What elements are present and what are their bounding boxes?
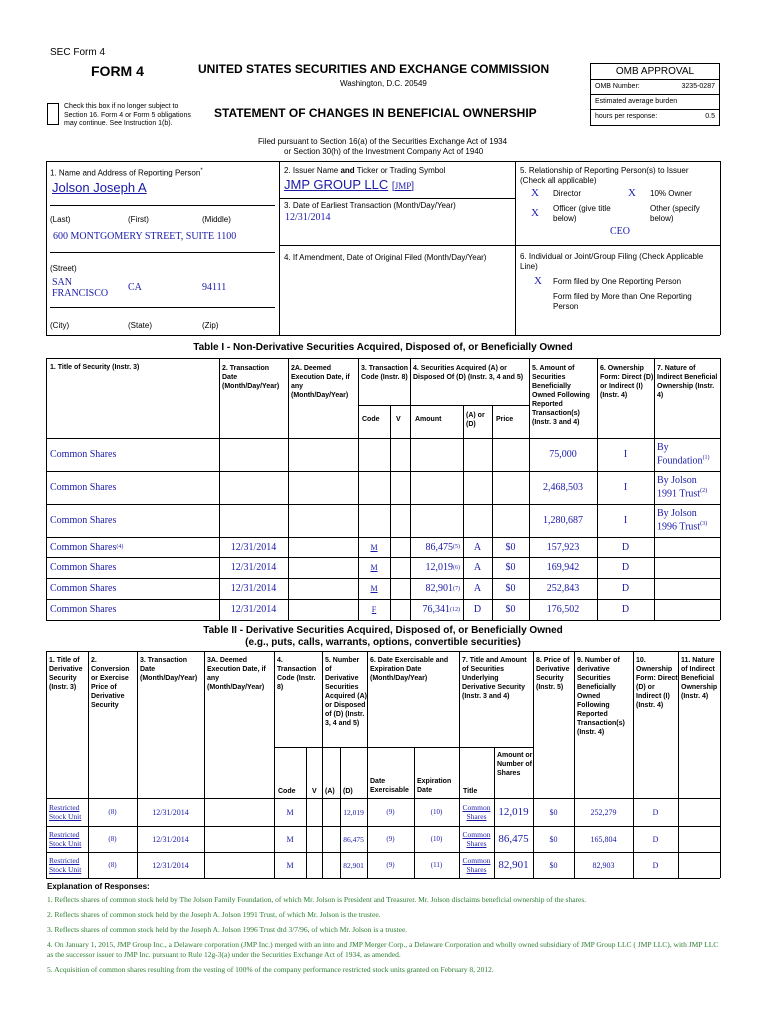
t2-row-code: M bbox=[286, 807, 294, 817]
t2-h-date: 3. Transaction Date (Month/Day/Year) bbox=[140, 657, 198, 682]
t2-row-conv[interactable]: (8) bbox=[108, 807, 117, 816]
t1-row-ad bbox=[463, 438, 492, 471]
earliest-transaction-date: 12/31/2014 bbox=[285, 212, 331, 223]
t1-row-amount: 82,901 (7) bbox=[425, 583, 460, 594]
t2-row-exp[interactable]: (10) bbox=[430, 807, 443, 816]
director-label: Director bbox=[553, 189, 582, 198]
t1-h-owned: 5. Amount of Securities Beneficially Owned Following Reported Transaction(s) (Instr. 3 and 4) bbox=[532, 365, 590, 426]
t2-row-owned: 82,903 bbox=[592, 860, 615, 870]
t1-row-ad: A bbox=[473, 562, 482, 573]
footnote-ref[interactable]: (12) bbox=[450, 606, 460, 613]
t1-row-owned: 2,468,503 bbox=[543, 482, 583, 493]
t1-row-title[interactable]: Common Shares bbox=[50, 604, 117, 615]
t2-row-title[interactable]: Restricted Stock Unit bbox=[49, 803, 82, 821]
t1-row-form: I bbox=[623, 482, 628, 493]
footnote-ref[interactable]: (4) bbox=[116, 544, 124, 550]
t1-row-form: D bbox=[621, 583, 630, 594]
t1-row-nature: By Jolson 1996 Trust$^{(3)}$ bbox=[657, 508, 708, 533]
t1-row-ad: A bbox=[473, 541, 482, 553]
commission-location: Washington, D.C. 20549 bbox=[340, 79, 427, 88]
t1-row-code: F bbox=[371, 605, 377, 614]
t1-row-nature: By Foundation$^{(1)}$ bbox=[657, 442, 710, 467]
t1-row-date bbox=[219, 471, 288, 504]
table2-subtitle: (e.g., puts, calls, warrants, options, convertible securities) bbox=[245, 637, 521, 648]
t2-row-owned: 252,279 bbox=[590, 807, 617, 817]
footnote-ref[interactable]: (5) bbox=[453, 544, 460, 550]
director-mark[interactable]: X bbox=[531, 187, 539, 199]
zip-label: (Zip) bbox=[202, 321, 219, 330]
t1-row-amount bbox=[410, 438, 463, 471]
t2-h-expiration: Expiration Date bbox=[417, 778, 452, 794]
t2-row-title[interactable]: Restricted Stock Unit bbox=[49, 856, 82, 874]
t2-h-deemed: 3A. Deemed Execution Date, if any (Month/Day/Year) bbox=[207, 657, 266, 691]
footnote-ref[interactable]: (2) bbox=[700, 488, 708, 494]
zip-value: 94111 bbox=[202, 282, 227, 293]
other-label: Other (specify below) bbox=[650, 204, 700, 223]
t1-row-date bbox=[219, 438, 288, 471]
t2-row-conv[interactable]: (8) bbox=[108, 860, 117, 869]
omb-burden-label: Estimated average burden bbox=[591, 95, 719, 110]
city-value: SAN FRANCISCO bbox=[52, 277, 109, 299]
footnote-ref[interactable]: (1) bbox=[702, 455, 710, 461]
t2-h-code: 4. Transaction Code (Instr. 8) bbox=[277, 657, 317, 691]
issuer-name[interactable]: JMP GROUP LLC bbox=[284, 177, 389, 192]
t1-row-price bbox=[492, 438, 529, 471]
t1-h-deemed: 2A. Deemed Execution Date, if any (Month/Day/Year) bbox=[291, 365, 350, 399]
t1-row-ad: A bbox=[473, 583, 482, 594]
box5-label: 5. Relationship of Reporting Person(s) to Issuer (Check all applicable) bbox=[520, 166, 689, 185]
t2-row-exp[interactable]: (10) bbox=[430, 834, 443, 843]
t2-h-number: 5. Number of Derivative Securities Acquired (A) or Disposed of (D) (Instr. 3, 4 and 5) bbox=[325, 657, 367, 727]
t2-row-utitle: Common Shares bbox=[462, 856, 491, 874]
t1-row-date: 12/31/2014 bbox=[230, 604, 277, 615]
t1-row-nature: By Jolson 1991 Trust$^{(2)}$ bbox=[657, 475, 708, 500]
explanation-note: 3. Reflects shares of common stock held by the Joseph A. Jolson 1996 Trust dtd 3/7/96, of which Mr. Jolson is a trustee. bbox=[47, 925, 408, 934]
street-value: 600 MONTGOMERY STREET, SUITE 1100 bbox=[53, 231, 237, 242]
state-label: (State) bbox=[128, 321, 153, 330]
statement-title: STATEMENT OF CHANGES IN BENEFICIAL OWNERSHIP bbox=[214, 106, 537, 120]
explanation-note: 2. Reflects shares of common stock held by the Joseph A. Jolson 1991 Trust, of which Mr. Jolson is the trustee. bbox=[47, 910, 381, 919]
owner-mark[interactable]: X bbox=[628, 187, 636, 199]
t2-row-title[interactable]: Restricted Stock Unit bbox=[49, 830, 82, 848]
t2-row-form: D bbox=[652, 834, 659, 844]
t1-h-code-sub: Code bbox=[362, 416, 380, 423]
t1-row-price: $0 bbox=[505, 562, 516, 573]
state-value: CA bbox=[128, 282, 142, 293]
explanation-note: 4. On January 1, 2015, JMP Group Inc., a Delaware corporation (JMP Inc.) merged with an into and JMP Merger Corp., a Delaware Corporation and wholly owned subsidiary of JMP Group LLC ( JMP LLC), with JMP LLC as the successor issuer to JMP Inc. pursuant to Rule 12g-3(a) under the Securities Exchange Act of 1934, as amended. bbox=[47, 940, 719, 959]
t2-h-underlying: 7. Title and Amount of Securities Underlying Derivative Security (Instr. 3 and 4) bbox=[462, 657, 527, 700]
t2-row-date: 12/31/2014 bbox=[152, 807, 189, 817]
last-label: (Last) bbox=[50, 215, 71, 224]
t1-row-ad bbox=[463, 504, 492, 537]
t2-row-owned: 165,804 bbox=[590, 834, 617, 844]
footnote-ref[interactable]: (3) bbox=[700, 521, 708, 527]
t2-h-v: V bbox=[312, 788, 317, 795]
t1-row-owned: 157,923 bbox=[546, 541, 580, 553]
officer-title: CEO bbox=[610, 226, 630, 237]
explanation-note: 1. Reflects shares of common stock held by The Jolson Family Foundation, of which Mr. Jolson is President and Treasurer. Mr. Jolson disclaims beneficial ownership of the shares. bbox=[47, 895, 587, 904]
t1-row-amount: 12,019 (6) bbox=[425, 562, 460, 573]
t1-h-code: 3. Transaction Code (Instr. 8) bbox=[361, 365, 409, 381]
t1-row-nature bbox=[654, 599, 720, 620]
t2-row-code: M bbox=[286, 834, 294, 844]
t2-row-d: 12,019 bbox=[343, 807, 364, 817]
omb-box bbox=[590, 63, 720, 126]
t2-h-exercisable: 6. Date Exercisable and Expiration Date (Month/Day/Year) bbox=[370, 657, 449, 682]
t1-row-price: $0 bbox=[505, 604, 516, 615]
t2-row-d: 86,475 bbox=[343, 834, 364, 844]
t2-row-date: 12/31/2014 bbox=[152, 860, 189, 870]
t1-h-form: 6. Ownership Form: Direct (D) or Indirect (I) (Instr. 4) bbox=[600, 365, 654, 399]
t2-h-conversion: 2. Conversion or Exercise Price of Derivative Security bbox=[91, 657, 130, 709]
t1-row-date bbox=[219, 504, 288, 537]
box6-label: 6. Individual or Joint/Group Filing (Check Applicable Line) bbox=[520, 252, 704, 271]
footnote-ref[interactable]: (6) bbox=[453, 564, 460, 571]
filed-line-1: Filed pursuant to Section 16(a) of the Securities Exchange Act of 1934 bbox=[258, 137, 508, 146]
one-person-mark[interactable]: X bbox=[534, 275, 542, 287]
explanation-notes bbox=[47, 895, 721, 980]
t2-h-code-sub: Code bbox=[278, 788, 296, 795]
t1-row-form: I bbox=[623, 449, 628, 460]
t2-row-utitle: Common Shares bbox=[462, 830, 491, 848]
t2-row-price: $0 bbox=[549, 807, 558, 817]
officer-label: Officer (give title below) bbox=[553, 204, 611, 223]
checkbox-note: Check this box if no longer subject to Section 16. Form 4 or Form 5 obligations may continue. See Instruction 1(b). bbox=[64, 103, 191, 127]
t2-h-d: (D) bbox=[343, 788, 353, 795]
t1-row-price bbox=[492, 471, 529, 504]
box3-label: 3. Date of Earliest Transaction (Month/Day/Year) bbox=[284, 201, 456, 210]
t1-h-nature: 7. Nature of Indirect Beneficial Ownership (Instr. 4) bbox=[657, 365, 718, 399]
t2-h-a: (A) bbox=[325, 788, 335, 795]
issuer-line: JMP GROUP LLC [JMP] bbox=[284, 177, 414, 192]
t2-row-date: 12/31/2014 bbox=[152, 834, 189, 844]
table2-title: Table II - Derivative Securities Acquired, Disposed of, or Beneficially Owned bbox=[203, 625, 563, 636]
t2-h-date-exercisable: Date Exercisable bbox=[370, 778, 409, 794]
t2-row-d: 82,901 bbox=[343, 860, 364, 870]
t1-row-ad bbox=[463, 471, 492, 504]
t1-h-v: V bbox=[396, 416, 401, 423]
t1-h-ad: (A) or (D) bbox=[466, 412, 485, 428]
t1-h-date: 2. Transaction Date (Month/Day/Year) bbox=[222, 365, 280, 390]
t1-row-nature bbox=[654, 578, 720, 599]
t1-row-owned: 169,942 bbox=[546, 562, 580, 573]
no-longer-subject-checkbox[interactable] bbox=[47, 103, 59, 125]
filed-line-2: or Section 30(h) of the Investment Company Act of 1940 bbox=[284, 147, 484, 156]
t2-row-price: $0 bbox=[549, 860, 558, 870]
middle-label: (Middle) bbox=[202, 215, 231, 224]
t1-row-code: M bbox=[370, 542, 378, 552]
reporting-person-name[interactable]: Jolson Joseph A bbox=[52, 180, 147, 195]
table1-title: Table I - Non-Derivative Securities Acquired, Disposed of, or Beneficially Owned bbox=[193, 342, 573, 353]
t2-h-uamount: Amount or Number of Shares bbox=[497, 752, 533, 777]
t2-row-utitle: Common Shares bbox=[462, 803, 491, 821]
t1-row-amount: 76,341 (12) bbox=[422, 604, 460, 615]
footnote-ref[interactable]: (7) bbox=[453, 585, 460, 592]
t1-row-owned: 252,843 bbox=[546, 583, 580, 594]
t1-row-form: I bbox=[623, 515, 628, 526]
explanation-title: Explanation of Responses: bbox=[47, 882, 150, 891]
t1-row-nature bbox=[654, 537, 720, 557]
t1-row-date: 12/31/2014 bbox=[230, 541, 277, 553]
t1-row-code bbox=[358, 504, 390, 537]
t1-row-code bbox=[358, 438, 390, 471]
t1-row-title[interactable]: Common Shares bbox=[50, 515, 117, 526]
t2-row-uamount: 86,475 bbox=[498, 832, 529, 845]
t1-row-form: D bbox=[621, 604, 630, 615]
t1-row-title[interactable]: Common Shares (4) bbox=[50, 541, 124, 553]
city-label: (City) bbox=[50, 321, 70, 330]
t1-row-code bbox=[358, 471, 390, 504]
one-person-label: Form filed by One Reporting Person bbox=[553, 277, 682, 286]
t1-h-amount: Amount bbox=[415, 416, 442, 423]
omb-number-label: OMB Number: bbox=[595, 83, 640, 90]
t2-row-uamount: 82,901 bbox=[498, 858, 529, 871]
t1-h-title: 1. Title of Security (Instr. 3) bbox=[50, 364, 140, 371]
t1-row-title[interactable]: Common Shares bbox=[50, 482, 117, 493]
t2-row-exer[interactable]: (9) bbox=[386, 834, 395, 843]
ticker-symbol[interactable]: JMP bbox=[394, 181, 412, 191]
first-label: (First) bbox=[128, 215, 149, 224]
t1-row-price: $0 bbox=[505, 541, 516, 553]
t1-row-price bbox=[492, 504, 529, 537]
t1-row-ad: D bbox=[473, 604, 482, 615]
t2-row-uamount: 12,019 bbox=[498, 805, 529, 818]
t1-row-code: M bbox=[370, 584, 378, 593]
t1-row-date: 12/31/2014 bbox=[230, 583, 277, 594]
t1-row-code: M bbox=[370, 563, 378, 572]
t1-row-date: 12/31/2014 bbox=[230, 562, 277, 573]
t2-row-exer[interactable]: (9) bbox=[386, 860, 395, 869]
form-title: FORM 4 bbox=[91, 63, 144, 79]
t1-row-owned: 75,000 bbox=[549, 449, 577, 460]
omb-title: OMB APPROVAL bbox=[591, 64, 719, 80]
t1-h-price: Price bbox=[496, 416, 514, 423]
t1-row-nature bbox=[654, 557, 720, 578]
t1-row-amount bbox=[410, 471, 463, 504]
commission-title: UNITED STATES SECURITIES AND EXCHANGE COMMISSION bbox=[198, 62, 550, 76]
explanation-note: 5. Acquisition of common shares resulting from the vesting of 100% of the company performance restricted stock units granted on February 8, 2012. bbox=[47, 965, 494, 974]
t1-row-price: $0 bbox=[505, 583, 516, 594]
t2-h-form: 10. Ownership Form: Direct (D) or Indirect (I) (Instr. 4) bbox=[636, 657, 678, 709]
more-persons-label: Form filed by More than One Reporting Person bbox=[553, 292, 692, 311]
t2-row-exer[interactable]: (9) bbox=[386, 807, 395, 816]
t1-row-title[interactable]: Common Shares bbox=[50, 583, 117, 594]
omb-number-value: 3235-0287 bbox=[681, 83, 715, 90]
omb-hours-value: 0.5 bbox=[705, 113, 715, 120]
t1-row-owned: 176,502 bbox=[546, 604, 580, 615]
t2-h-owned: 9. Number of derivative Securities Beneficially Owned Following Reported Transaction(s) (Instr. 4) bbox=[577, 657, 625, 736]
t1-row-owned: 1,280,687 bbox=[543, 515, 583, 526]
t2-row-price: $0 bbox=[549, 834, 558, 844]
street-label: (Street) bbox=[50, 264, 77, 273]
box4-label: 4. If Amendment, Date of Original Filed (Month/Day/Year) bbox=[284, 253, 487, 262]
t1-row-title[interactable]: Common Shares bbox=[50, 562, 117, 573]
officer-mark[interactable]: X bbox=[531, 207, 539, 219]
t2-row-form: D bbox=[652, 807, 659, 817]
t1-row-amount bbox=[410, 504, 463, 537]
t2-h-nature: 11. Nature of Indirect Beneficial Ownership (Instr. 4) bbox=[681, 657, 718, 700]
t2-h-title: 1. Title of Derivative Security (Instr. 3) bbox=[49, 657, 83, 691]
t2-row-exp[interactable]: (11) bbox=[430, 860, 443, 869]
t2-row-conv[interactable]: (8) bbox=[108, 834, 117, 843]
sec-form-label: SEC Form 4 bbox=[50, 47, 106, 58]
t1-h-acquired: 4. Securities Acquired (A) or Disposed Of (D) (Instr. 3, 4 and 5) bbox=[413, 365, 524, 381]
t2-h-utitle: Title bbox=[463, 788, 478, 795]
t2-h-price: 8. Price of Derivative Security (Instr. 5) bbox=[536, 657, 570, 691]
t2-row-form: D bbox=[652, 860, 659, 870]
t1-row-form: D bbox=[621, 541, 630, 553]
box1-label: 1. Name and Address of Reporting Person* bbox=[50, 168, 203, 178]
box2-label: 2. Issuer Name and Ticker or Trading Symbol bbox=[284, 166, 446, 175]
omb-hours-label: hours per response: bbox=[595, 113, 658, 120]
t1-row-form: D bbox=[621, 562, 630, 573]
t2-row-code: M bbox=[286, 860, 294, 870]
t1-row-title[interactable]: Common Shares bbox=[50, 449, 117, 460]
ten-percent-owner-label: 10% Owner bbox=[650, 189, 692, 198]
t1-row-amount: 86,475 (5) bbox=[425, 541, 460, 553]
